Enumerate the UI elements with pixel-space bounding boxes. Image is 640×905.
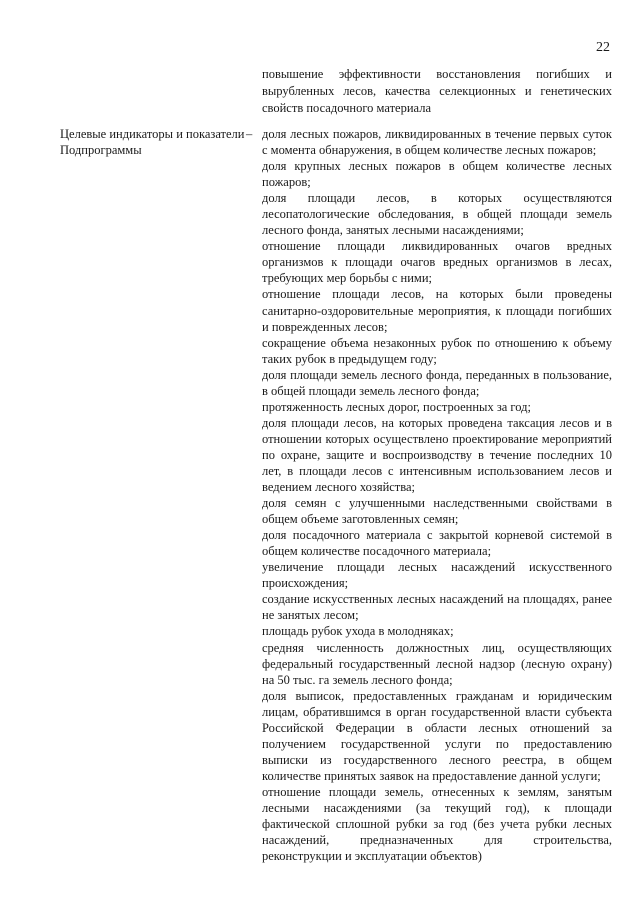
indicator-item: доля семян с улучшенными наследственными свойствами в общем объеме заготовленных семян; [262,496,612,527]
intro-paragraph: повышение эффективности восстановления погибших и вырубленных лесов, качества селекционных и генетических свойств посадочного материала [262,67,612,115]
page-number: 22 [596,40,610,55]
indicator-item: доля посадочного материала с закрытой корневой системой в общем количестве посадочного материала; [262,528,612,559]
indicator-item: увеличение площади лесных насаждений искусственного происхождения; [262,560,612,591]
indicator-item: площадь рубок ухода в молодняках; [262,624,454,639]
section-label: Целевые индикаторы и показатели Подпрограммы [60,127,245,157]
indicator-item: протяженность лесных дорог, построенных за год; [262,399,531,414]
indicator-item: отношение площади ликвидированных очагов вредных организмов к площади очагов вредных организмов в лесах, требующих мер борьбы с ними; [262,239,612,286]
indicators-list [262,126,612,864]
indicator-item: создание искусственных лесных насаждений на площадях, ранее не занятых лесом; [262,592,612,623]
indicator-item: доля выписок, предоставленных гражданам и юридическим лицам, обратившимся в орган государственной власти субъекта Российской Федерации в области лесных отношений за получением государственной услуги по предоставлению выписки из государственного лесного реестра, в общем количестве принятых заявок на предоставление данной услуги; [262,688,612,783]
indicator-item: сокращение объема незаконных рубок по отношению к объему таких рубок в предыдущем году; [262,335,612,366]
indicator-item: отношение площади лесов, на которых были проведены санитарно-оздоровительные мероприятия, к площади погибших и поврежденных лесов; [262,287,612,334]
indicator-item: доля площади лесов, на которых проведена таксация лесов и в отношении которых осуществлено проектирование мероприятий по охране, защите и воспроизводству в течение последних 10 лет, в площади лесов с интенсивным использованием лесов и ведением лесного хозяйства; [262,415,612,495]
indicator-item: доля площади лесов, в которых осуществляются лесопатологические обследования, в общей площади земель лесного фонда, занятых лесными насаждениями; [262,191,612,238]
indicator-item: отношение площади земель, отнесенных к землям, занятым лесными насаждениями (за текущий год), к площади фактической сплошной рубки за год (без учета рубки лесных насаждений, предназначенных для строительства, реконструкции и эксплуатации объектов) [262,784,612,864]
indicator-item: средняя численность должностных лиц, осуществляющих федеральный государственный лесной надзор (лесную охрану) на 50 тыс. га земель лесного фонда; [262,640,612,687]
indicator-item: доля лесных пожаров, ликвидированных в течение первых суток с момента обнаружения, в общем количестве лесных пожаров; [262,127,612,158]
label-dash: – [246,127,253,141]
indicator-item: доля крупных лесных пожаров в общем количестве лесных пожаров; [262,159,612,190]
indicator-item: доля площади земель лесного фонда, переданных в пользование, в общей площади земель лесного фонда; [262,367,612,398]
